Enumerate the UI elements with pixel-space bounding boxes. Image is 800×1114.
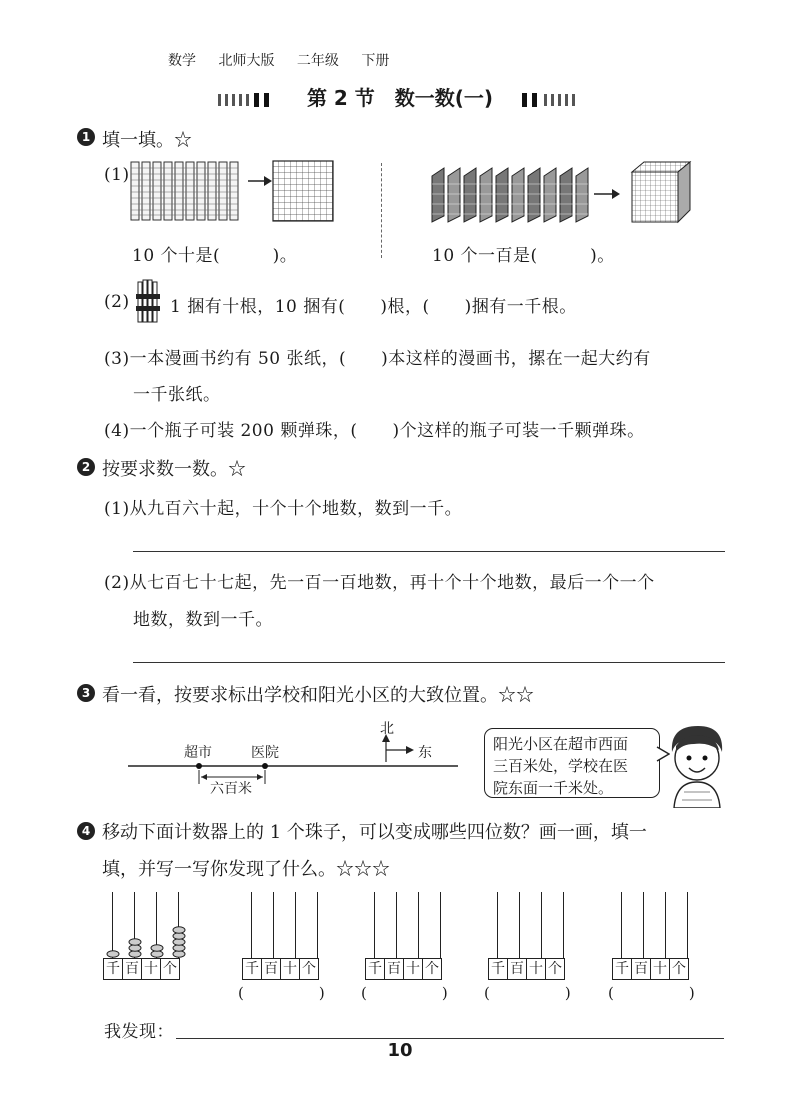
page-title-row	[0, 82, 800, 111]
abacus-answer-3[interactable]	[484, 888, 576, 1008]
discovery-label: 我发现：	[104, 1022, 174, 1042]
label-qian: 千	[489, 959, 508, 979]
thousand-cube-figure	[630, 160, 692, 224]
arrow-right-icon	[248, 174, 272, 188]
east-label: 东	[418, 745, 432, 761]
rod-hundreds	[273, 892, 274, 958]
supermarket-dot	[196, 763, 202, 769]
q2-2-answer-line[interactable]	[133, 662, 725, 663]
label-shi: 十	[404, 959, 423, 979]
rod-thousands	[374, 892, 375, 958]
bead	[129, 945, 141, 951]
abacus-place-labels	[488, 958, 565, 980]
bead	[173, 951, 185, 957]
section-1-number: 1	[77, 128, 95, 146]
rod-ones	[440, 892, 441, 958]
bead	[151, 951, 163, 957]
q2-1-text: (1)从九百六十起，十个十个地数，数到一千。	[104, 499, 463, 519]
label-ge: 个	[163, 961, 177, 977]
ten-hundreds-figure	[430, 164, 630, 224]
label-bai: 百	[385, 959, 404, 979]
abacus-place-labels	[103, 958, 180, 980]
ten-tens-rods-figure	[130, 160, 248, 224]
bead	[129, 951, 141, 957]
section-2-heading: 按要求数一数。☆	[102, 459, 246, 480]
q1-3-line1: (3)一本漫画书约有 50 张纸，( )本这样的漫画书，摞在一起大约有	[104, 349, 651, 369]
answer-paren-2[interactable]: ( )	[361, 984, 448, 1002]
q1-1-right-text: 10 个一百是( )。	[432, 246, 615, 266]
bead	[151, 945, 163, 951]
label-shi: 十	[651, 959, 670, 979]
north-label: 北	[380, 721, 394, 737]
section-4-heading-line1: 移动下面计数器上的 1 个珠子，可以变成哪些四位数？画一画，填一	[102, 822, 647, 843]
section-4-heading-line2: 填，并写一写你发现了什么。☆☆☆	[102, 859, 390, 880]
label-ge: 个	[548, 961, 562, 977]
abacus-place-labels	[365, 958, 442, 980]
label-qian: 千	[104, 959, 123, 979]
q1-2-text: 1 捆有十根，10 捆有( )根，( )捆有一千根。	[170, 297, 577, 317]
q1-3-line2: 一千张纸。	[133, 385, 221, 405]
left-title-bars	[218, 92, 278, 108]
hint-speech-bubble	[484, 728, 660, 798]
hundred-flat-figure	[272, 160, 334, 222]
section-1-heading: 填一填。☆	[102, 130, 192, 151]
section-3-heading: 看一看，按要求标出学校和阳光小区的大致位置。☆☆	[102, 685, 534, 706]
compass-east-arrow	[406, 746, 414, 754]
bubble-line-3: 院东面一千米处。	[493, 779, 614, 797]
supermarket-label: 超市	[184, 745, 212, 761]
hospital-label: 医院	[251, 745, 279, 761]
header-volume: 下册	[361, 53, 390, 69]
discovery-answer-line[interactable]	[176, 1038, 724, 1039]
q2-2-line2: 地数，数到一千。	[133, 610, 273, 630]
bead	[129, 939, 141, 945]
label-ge: 个	[672, 961, 686, 977]
bead	[173, 927, 185, 933]
page-title: 第 2 节 数一数(一)	[306, 86, 494, 110]
bead	[173, 933, 185, 939]
distance-arrow-right	[257, 774, 263, 780]
page-number: 10	[387, 1040, 413, 1061]
label-ge: 个	[302, 961, 316, 977]
header-subject: 数学	[168, 53, 196, 69]
q1-2-label: (2)	[104, 292, 130, 312]
rod-hundreds	[519, 892, 520, 958]
abacus-beads	[103, 888, 191, 960]
distance-arrow-left	[201, 774, 207, 780]
q1-4-text: (4)一个瓶子可装 200 颗弹珠，( )个这样的瓶子可装一千颗弹珠。	[104, 421, 645, 441]
header-edition: 北师大版	[218, 53, 275, 69]
label-shi: 十	[142, 959, 161, 979]
label-bai: 百	[262, 959, 281, 979]
abacus-place-labels	[612, 958, 689, 980]
rod-tens	[418, 892, 419, 958]
rod-tens	[295, 892, 296, 958]
rod-ones	[563, 892, 564, 958]
answer-paren-1[interactable]: ( )	[238, 984, 325, 1002]
label-qian: 千	[366, 959, 385, 979]
book-header	[168, 50, 407, 70]
answer-paren-4[interactable]: ( )	[608, 984, 695, 1002]
right-title-bars	[522, 92, 582, 108]
abacus-answer-4[interactable]	[608, 888, 700, 1008]
rod-hundreds	[643, 892, 644, 958]
label-qian: 千	[613, 959, 632, 979]
bubble-line-1: 阳光小区在超市西面	[493, 735, 629, 753]
abacus-place-labels	[242, 958, 319, 980]
rod-ones	[317, 892, 318, 958]
road-map-figure[interactable]	[128, 718, 458, 800]
bead	[173, 945, 185, 951]
q1-1-label: (1)	[104, 165, 130, 185]
q2-2-line1: (2)从七百七十七起，先一百一百地数，再十个十个地数，最后一个一个	[104, 573, 655, 593]
label-shi: 十	[527, 959, 546, 979]
section-2-number: 2	[77, 458, 95, 476]
boy-character-icon	[664, 722, 730, 808]
label-ge: 个	[425, 961, 439, 977]
abacus-answer-2[interactable]	[361, 888, 453, 1008]
label-bai: 百	[123, 959, 142, 979]
rod-ones	[687, 892, 688, 958]
section-3-number: 3	[77, 684, 95, 702]
bead	[107, 951, 119, 957]
rod-thousands	[251, 892, 252, 958]
rod-thousands	[497, 892, 498, 958]
header-grade: 二年级	[296, 53, 339, 69]
label-bai: 百	[508, 959, 527, 979]
distance-label: 六百米	[210, 781, 252, 797]
rod-hundreds	[396, 892, 397, 958]
rod-tens	[541, 892, 542, 958]
rod-thousands	[621, 892, 622, 958]
hospital-dot	[262, 763, 268, 769]
dashed-divider	[381, 163, 382, 258]
label-bai: 百	[632, 959, 651, 979]
stick-bundle-icon	[134, 276, 164, 326]
label-qian: 千	[243, 959, 262, 979]
bead	[173, 939, 185, 945]
rod-tens	[665, 892, 666, 958]
abacus-sample	[103, 888, 191, 978]
label-shi: 十	[281, 959, 300, 979]
q2-1-answer-line[interactable]	[133, 551, 725, 552]
abacus-answer-1[interactable]	[238, 888, 330, 1008]
section-4-number: 4	[77, 822, 95, 840]
bubble-line-2: 三百米处，学校在医	[493, 757, 629, 775]
answer-paren-3[interactable]: ( )	[484, 984, 571, 1002]
q1-1-left-text: 10 个十是( )。	[132, 246, 298, 266]
